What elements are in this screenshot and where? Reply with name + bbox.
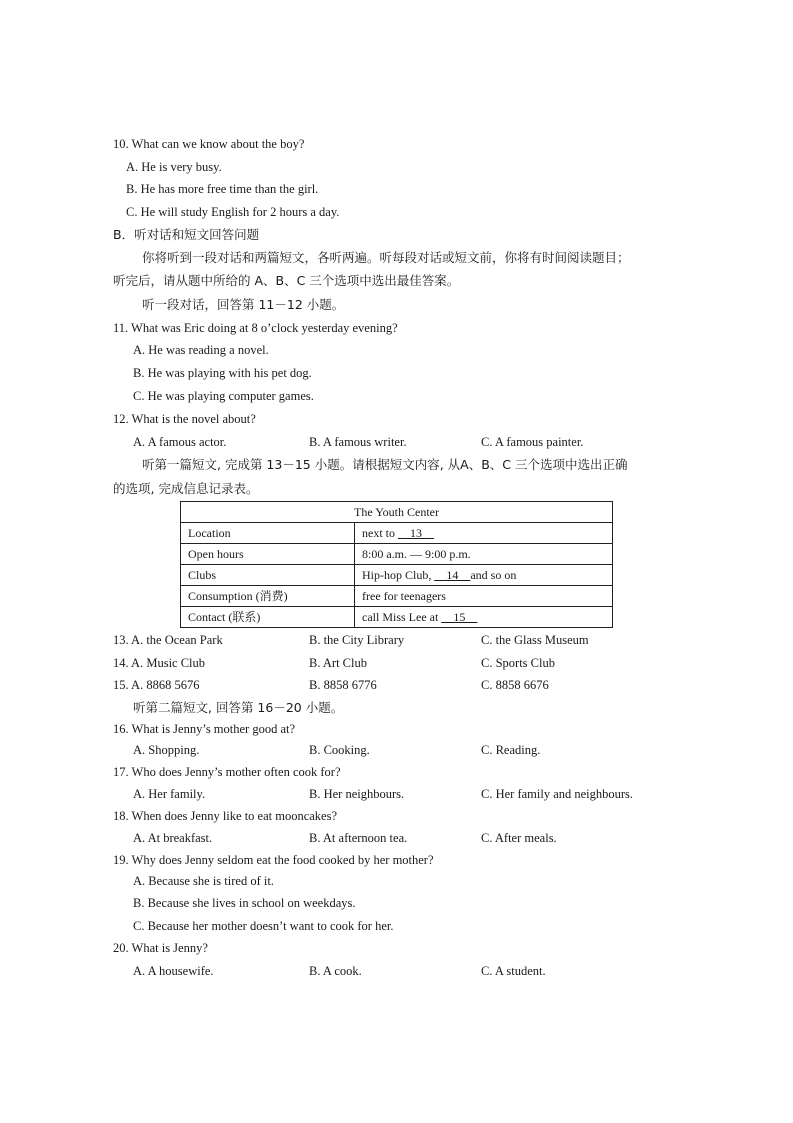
question-19-option-b: B. Because she lives in school on weekdays.	[133, 896, 356, 910]
question-17-stem: 17. Who does Jenny’s mother often cook for?	[113, 765, 341, 779]
value-text: 8:00 a.m. — 9:00 p.m.	[362, 547, 471, 561]
question-12-stem: 12. What is the novel about?	[113, 412, 256, 426]
question-11-option-a: A. He was reading a novel.	[133, 343, 269, 357]
table-value-consumption	[355, 586, 613, 607]
value-text: free for teenagers	[362, 589, 446, 603]
table-row	[181, 544, 613, 565]
question-17-option-c: C. Her family and neighbours.	[481, 787, 634, 801]
value-text: call Miss Lee at	[362, 610, 442, 624]
table-key-contact: Contact (联系)	[181, 607, 355, 628]
question-13-option-c: C. the Glass Museum	[481, 633, 589, 647]
section-b-instruction-line2: 听完后，请从题中所给的 A、B、C 三个选项中选出最佳答案。	[113, 273, 460, 288]
question-10-option-a: A. He is very busy.	[126, 160, 222, 174]
question-10-stem: 10. What can we know about the boy?	[113, 137, 305, 151]
question-20-option-c: C. A student.	[481, 964, 546, 978]
question-10-option-c: C. He will study English for 2 hours a day.	[126, 205, 340, 219]
table-title: The Youth Center	[181, 502, 613, 523]
question-14-option-c: C. Sports Club	[481, 656, 555, 670]
question-15-option-a: 15. A. 8868 5676	[113, 678, 200, 692]
table-value-clubs	[355, 565, 613, 586]
question-14-option-b: B. Art Club	[309, 656, 367, 670]
question-20-option-b: B. A cook.	[309, 964, 362, 978]
dialog-instruction: 听一段对话，回答第 11－12 小题。	[142, 297, 345, 312]
passage-1-instruction-line1: 听第一篇短文, 完成第 13－15 小题。请根据短文内容, 从A、B、C 三个选项中选出正确	[142, 457, 628, 472]
answer-blank-14: __14__	[434, 568, 471, 582]
value-text: and so on	[470, 568, 517, 582]
table-row	[181, 607, 613, 628]
question-18-option-a: A. At breakfast.	[133, 831, 213, 845]
table-key-location: Location	[181, 523, 355, 544]
question-18-option-b: B. At afternoon tea.	[309, 831, 408, 845]
question-13-option-a: 13. A. the Ocean Park	[113, 633, 223, 647]
question-12-option-c: C. A famous painter.	[481, 435, 584, 449]
question-15-option-c: C. 8858 6676	[481, 678, 549, 692]
question-17-option-a: A. Her family.	[133, 787, 206, 801]
answer-blank-13: __13__	[398, 526, 434, 540]
question-16-option-b: B. Cooking.	[309, 743, 370, 757]
table-key-open-hours: Open hours	[181, 544, 355, 565]
section-b-heading: B．听对话和短文回答问题	[113, 227, 260, 242]
table-row	[181, 523, 613, 544]
table-value-contact	[355, 607, 613, 628]
passage-1-instruction-line2: 的选项, 完成信息记录表。	[113, 481, 259, 496]
answer-blank-15: __15__	[441, 610, 478, 624]
question-12-option-b: B. A famous writer.	[309, 435, 407, 449]
table-value-location	[355, 523, 613, 544]
question-19-option-c: C. Because her mother doesn’t want to cook for her.	[133, 919, 394, 933]
question-16-stem: 16. What is Jenny’s mother good at?	[113, 722, 296, 736]
value-text: next to	[362, 526, 398, 540]
question-11-option-b: B. He was playing with his pet dog.	[133, 366, 312, 380]
table-row	[181, 565, 613, 586]
question-13-option-b: B. the City Library	[309, 633, 405, 647]
section-b-instruction-line1: 你将听到一段对话和两篇短文，各听两遍。听每段对话或短文前，你将有时间阅读题目；	[142, 250, 630, 265]
question-11-stem: 11. What was Eric doing at 8 o’clock yesterday evening?	[113, 321, 398, 335]
question-19-stem: 19. Why does Jenny seldom eat the food cooked by her mother?	[113, 853, 434, 867]
table-key-consumption: Consumption (消费)	[181, 586, 355, 607]
question-11-option-c: C. He was playing computer games.	[133, 389, 314, 403]
value-text: Hip-hop Club,	[362, 568, 435, 582]
question-19-option-a: A. Because she is tired of it.	[133, 874, 274, 888]
question-15-option-b: B. 8858 6776	[309, 678, 377, 692]
question-16-option-c: C. Reading.	[481, 743, 541, 757]
question-14-option-a: 14. A. Music Club	[113, 656, 206, 670]
question-10-option-b: B. He has more free time than the girl.	[126, 182, 319, 196]
table-row	[181, 586, 613, 607]
question-20-option-a: A. A housewife.	[133, 964, 214, 978]
table-value-open-hours	[355, 544, 613, 565]
question-16-option-a: A. Shopping.	[133, 743, 200, 757]
question-12-option-a: A. A famous actor.	[133, 435, 227, 449]
question-18-option-c: C. After meals.	[481, 831, 557, 845]
youth-center-table	[180, 501, 613, 628]
question-17-option-b: B. Her neighbours.	[309, 787, 405, 801]
passage-2-instruction: 听第二篇短文, 回答第 16－20 小题。	[133, 700, 344, 715]
question-20-stem: 20. What is Jenny?	[113, 941, 208, 955]
table-key-clubs: Clubs	[181, 565, 355, 586]
question-18-stem: 18. When does Jenny like to eat mooncakes?	[113, 809, 338, 823]
